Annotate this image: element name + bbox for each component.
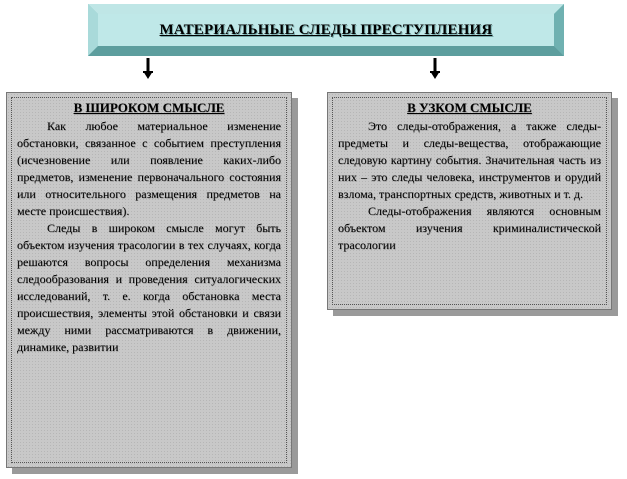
title-block — [88, 4, 564, 56]
title-block-top-bevel — [88, 4, 564, 14]
broad-sense-box — [6, 92, 292, 468]
narrow-sense-heading: В УЗКОМ СМЫСЛЕ — [407, 100, 532, 115]
broad-sense-content — [17, 99, 281, 356]
broad-sense-paragraph: Следы в широком смысле могут быть объектом изучения трасологии в тех случаях, когда решаются вопросы определения механизма следообразования и проведения ситуалогических исследований, т. е. когда обстановка места происшествия, элементы этой обстановки и связи между ними рассматриваются в движении, динамике, развитии — [17, 221, 281, 354]
title-block-face — [98, 14, 554, 46]
narrow-sense-content — [338, 99, 601, 254]
title-block-bottom-bevel — [88, 46, 564, 56]
broad-sense-heading: В ШИРОКОМ СМЫСЛЕ — [73, 100, 225, 115]
diagram-title: МАТЕРИАЛЬНЫЕ СЛЕДЫ ПРЕСТУПЛЕНИЯ — [159, 21, 493, 38]
arrow-to-left-box-icon — [143, 58, 153, 80]
narrow-sense-paragraph: Следы-отображения являются основным объектом изучения криминалистической трасологии — [338, 204, 601, 252]
arrow-to-right-box-icon — [430, 58, 440, 80]
broad-sense-paragraph: Как любое материальное изменение обстановки, связанное с событием преступления (исчезновение или появление каких-либо предметов, изменение первоначального состояния или относительного размещения предметов на месте происшествия). — [17, 119, 281, 218]
narrow-sense-paragraph: Это следы-отображения, а также следы-предметы и следы-вещества, отображающие следовую картину события. Значительная часть из них – это следы человека, инструментов и орудий взлома, транспортных средств, животных и т. д. — [338, 119, 601, 201]
narrow-sense-box — [327, 92, 612, 310]
